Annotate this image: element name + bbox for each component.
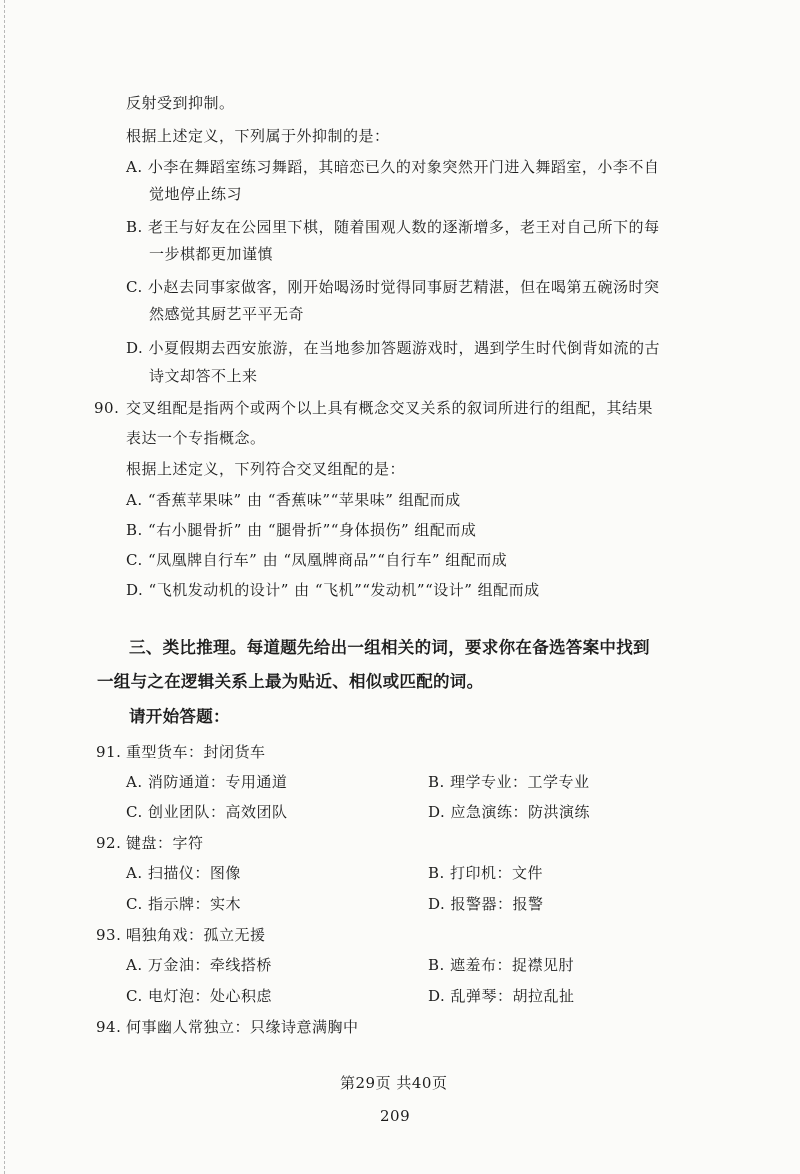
q91-number: 91. [96, 743, 122, 761]
q92-stem: 键盘：字符 [126, 834, 204, 852]
q89-option-b-cont: 一步棋都更加谨慎 [149, 245, 274, 263]
q90-option-c: C. “凤凰牌自行车” 由 “凤凰牌商品”“自行车” 组配而成 [126, 551, 508, 569]
q90-text: 交叉组配是指两个或两个以上具有概念交叉关系的叙词所进行的组配，其结果 [126, 399, 654, 417]
section3-heading: 三、类比推理。每道题先给出一组相关的词，要求你在备选答案中找到 [129, 638, 650, 657]
q93-stem: 唱独角戏：孤立无援 [126, 926, 266, 944]
q89-option-c: C. 小赵去同事家做客，刚开始喝汤时觉得同事厨艺精湛，但在喝第五碗汤时突 [126, 278, 660, 296]
page-number: 209 [380, 1107, 411, 1125]
q93-number: 93. [96, 926, 122, 944]
q92-option-d: D. 报警器：报警 [428, 895, 544, 913]
q90-number: 90. [94, 399, 120, 417]
q90-text-cont: 表达一个专指概念。 [126, 429, 266, 447]
q89-option-d-cont: 诗文却答不上来 [149, 367, 258, 385]
q91-option-c: C. 创业团队：高效团队 [126, 803, 288, 821]
q90-option-b: B. “右小腿骨折” 由 “腿骨折”“身体损伤” 组配而成 [126, 521, 477, 539]
q90-option-a: A. “香蕉苹果味” 由 “香蕉味”“苹果味” 组配而成 [126, 491, 461, 509]
q90-option-d: D. “飞机发动机的设计” 由 “飞机”“发动机”“设计” 组配而成 [126, 581, 540, 599]
q89-option-a-cont: 觉地停止练习 [149, 185, 243, 203]
q94-number: 94. [96, 1018, 122, 1036]
q93-option-a: A. 万金油：牵线搭桥 [126, 956, 272, 974]
q91-option-d: D. 应急演练：防洪演练 [428, 803, 591, 821]
q94-stem: 何事幽人常独立：只缘诗意满胸中 [126, 1018, 359, 1036]
q89-prompt: 根据上述定义，下列属于外抑制的是： [126, 127, 390, 145]
q89-option-c-cont: 然感觉其厨艺平平无奇 [149, 305, 305, 323]
q91-option-a: A. 消防通道：专用通道 [126, 773, 288, 791]
q89-text-tail: 反射受到抑制。 [126, 94, 235, 112]
q93-option-b: B. 遮羞布：捉襟见肘 [428, 956, 575, 974]
page-info: 第29页 共40页 [340, 1074, 448, 1092]
section3-start: 请开始答题： [129, 707, 230, 726]
section3-heading-cont: 一组与之在逻辑关系上最为贴近、相似或匹配的词。 [97, 672, 484, 691]
q90-prompt: 根据上述定义，下列符合交叉组配的是： [126, 460, 406, 478]
q89-option-a: A. 小李在舞蹈室练习舞蹈，其暗恋已久的对象突然开门进入舞蹈室，小李不自 [126, 158, 660, 176]
q92-number: 92. [96, 834, 122, 852]
q92-option-c: C. 指示牌：实木 [126, 895, 241, 913]
q89-option-d: D. 小夏假期去西安旅游，在当地参加答题游戏时，遇到学生时代倒背如流的古 [126, 339, 661, 357]
q92-option-a: A. 扫描仪：图像 [126, 864, 241, 882]
q89-option-b: B. 老王与好友在公园里下棋，随着围观人数的逐渐增多，老王对自己所下的每 [126, 218, 660, 236]
q92-option-b: B. 打印机：文件 [428, 864, 544, 882]
q91-stem: 重型货车：封闭货车 [126, 743, 266, 761]
q93-option-d: D. 乱弹琴：胡拉乱扯 [428, 987, 575, 1005]
q93-option-c: C. 电灯泡：处心积虑 [126, 987, 272, 1005]
q91-option-b: B. 理学专业：工学专业 [428, 773, 590, 791]
